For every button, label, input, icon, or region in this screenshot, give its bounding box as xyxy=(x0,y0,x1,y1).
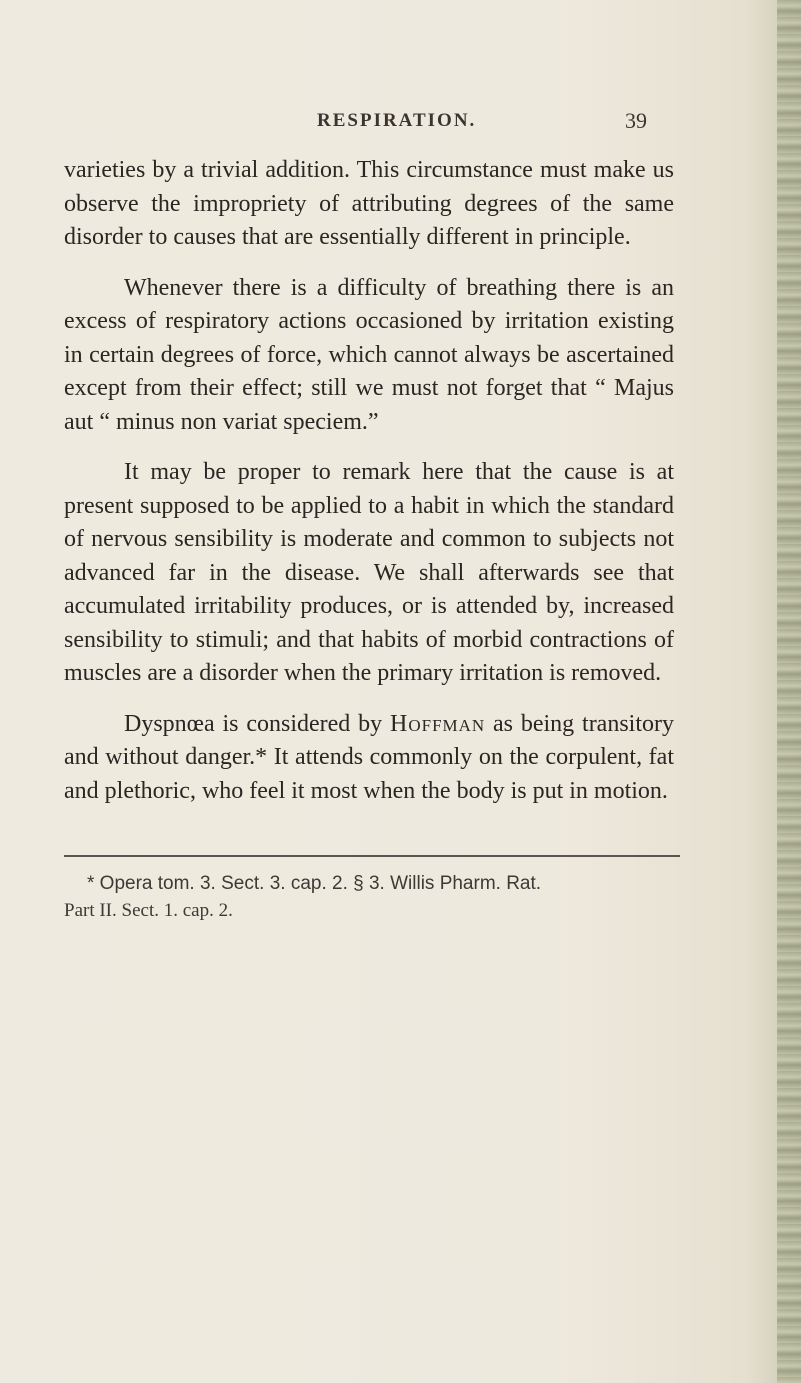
footnote-line-2: Part II. Sect. 1. cap. 2. xyxy=(64,900,233,921)
running-title: RESPIRATION. xyxy=(317,110,477,131)
page-edge-shadow xyxy=(777,0,801,1383)
paragraph-2: Whenever there is a difficulty of breathing there is an excess of respiratory actions occasioned by irritation existing in certain degrees of force, which cannot always be ascertained except from their effect; still we must not forget that “ Majus aut “ minus non variat speciem.” xyxy=(64,274,674,435)
footnote xyxy=(64,870,684,924)
paragraph-1: varieties by a trivial addition. This circumstance must make us observe the impropriety of attributing degrees of the same disorder to causes that are essentially different in principle. xyxy=(64,157,674,250)
footnote-rule xyxy=(64,855,680,857)
body-text xyxy=(64,154,674,808)
footnote-line-1: * Opera tom. 3. Sect. 3. cap. 2. § 3. Willis Pharm. Rat. xyxy=(87,873,542,894)
author-name-hoffman: Hoffman xyxy=(390,710,486,737)
paragraph-4-start: Dyspnœa is considered by xyxy=(124,710,390,737)
paragraph-4-end: as being transitory and without danger.* It attends commonly on the corpulent, fat and plethoric, who feel it most when the body is put in motion. xyxy=(64,710,675,804)
page-number: 39 xyxy=(625,108,647,133)
running-head xyxy=(0,110,760,140)
paragraph-4 xyxy=(64,708,674,809)
paragraph-3: It may be proper to remark here that the cause is at present supposed to be applied to a habit in which the standard of nervous sensibility is moderate and common to subjects not advanced far in the disease. We shall afterwards see that accumulated irritability produces, or is attended by, increased sensibility to stimuli; and that habits of morbid contractions of muscles are a disorder when the primary irritation is removed. xyxy=(64,459,674,686)
